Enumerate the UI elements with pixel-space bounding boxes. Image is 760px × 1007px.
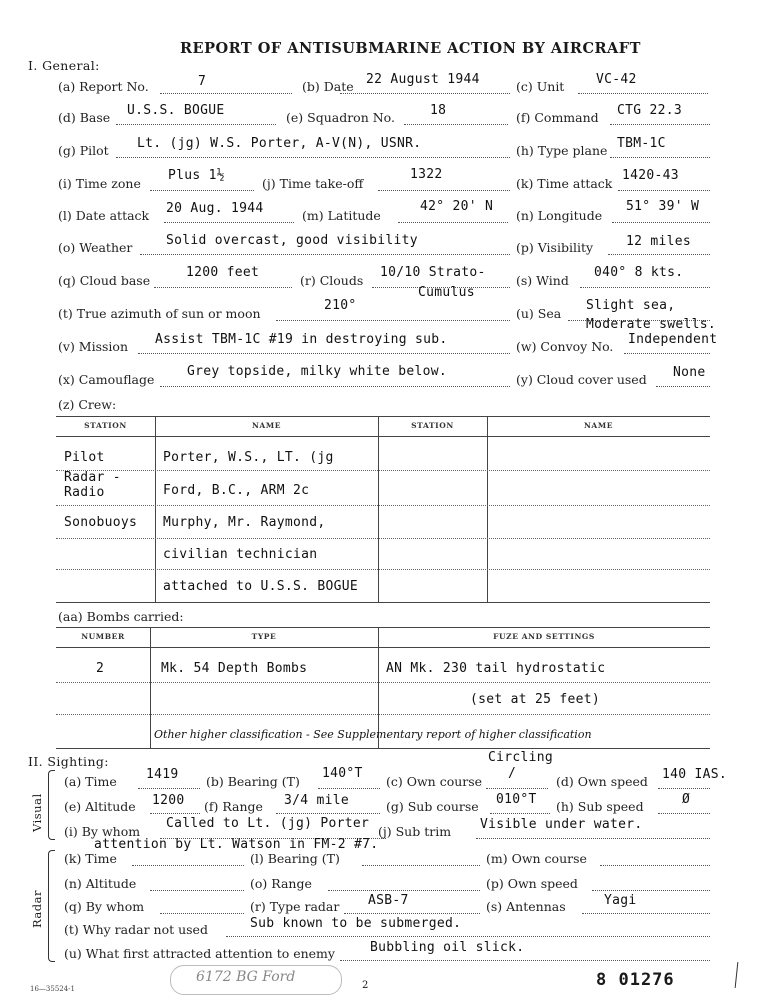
value-time-attack: 1420-43 [622, 168, 679, 183]
label-true-azimuth: (t) True azimuth of sun or moon [58, 306, 261, 321]
section-sighting-heading: II. Sighting: [28, 754, 109, 769]
label-radar-by-whom: (q) By whom [64, 899, 145, 914]
label-time-takeoff: (j) Time take-off [262, 176, 364, 191]
value-camouflage: Grey topside, milky white below. [187, 364, 448, 379]
value-antennas: Yagi [604, 893, 637, 908]
value-time-zone: Plus 1½ [168, 168, 225, 183]
crew-header-station-2: STATION [411, 421, 454, 430]
label-radar-range: (o) Range [250, 876, 312, 891]
bombs-fuze-2: (set at 25 feet) [470, 692, 601, 707]
label-mission: (v) Mission [58, 339, 128, 354]
label-radar-own-speed: (p) Own speed [486, 876, 578, 891]
label-own-speed: (d) Own speed [556, 774, 648, 789]
value-by-whom: Called to Lt. (jg) Porter [166, 816, 370, 831]
value-squadron: 18 [430, 103, 447, 118]
label-command: (f) Command [516, 110, 599, 125]
value-date-attack: 20 Aug. 1944 [166, 201, 264, 216]
crew-header-name: NAME [251, 421, 282, 430]
page-title: REPORT OF ANTISUBMARINE ACTION BY AIRCRAFT [180, 40, 641, 57]
label-first-attracted: (u) What first attracted attention to enemy [64, 946, 335, 961]
label-weather: (o) Weather [58, 240, 133, 255]
value-own-course: / [508, 766, 517, 781]
value-type-radar: ASB-7 [368, 893, 409, 908]
value-base: U.S.S. BOGUE [127, 103, 225, 118]
value-altitude: 1200 [152, 793, 185, 808]
value-why-radar: Sub known to be submerged. [250, 916, 462, 931]
value-unit: VC-42 [596, 72, 637, 87]
crew-name-3: Murphy, Mr. Raymond, [163, 515, 326, 530]
value-clouds-cont: Cumulus [418, 285, 475, 300]
value-pilot: Lt. (jg) W.S. Porter, A-V(N), USNR. [137, 136, 422, 151]
value-weather: Solid overcast, good visibility [166, 233, 418, 248]
label-longitude: (n) Longitude [516, 208, 603, 223]
crew-station-3: Sonobuoys [64, 515, 138, 530]
value-cloud-cover: None [673, 365, 706, 380]
label-altitude: (e) Altitude [64, 799, 136, 814]
bombs-fuze-1: AN Mk. 230 tail hydrostatic [386, 661, 606, 676]
crew-station-2: Radar - [64, 470, 121, 485]
label-sub-course: (g) Sub course [386, 799, 479, 814]
visual-brace [48, 770, 55, 840]
crew-header-name-2: NAME [583, 421, 614, 430]
crew-header-station: STATION [84, 421, 127, 430]
value-sea-cont: Moderate swells. [586, 317, 717, 332]
value-time-takeoff: 1322 [410, 167, 443, 182]
crew-name-4: civilian technician [163, 547, 318, 562]
label-convoy-no: (w) Convoy No. [516, 339, 614, 354]
bombs-header-fuze: FUZE AND SETTINGS [493, 632, 595, 641]
label-visibility: (p) Visibility [516, 240, 594, 255]
label-time-attack: (k) Time attack [516, 176, 613, 191]
value-latitude: 42° 20' N [420, 199, 494, 214]
label-sea: (u) Sea [516, 306, 562, 321]
label-sub-trim: (j) Sub trim [378, 824, 452, 839]
label-radar-altitude: (n) Altitude [64, 876, 137, 891]
value-sub-course: 010°T [496, 792, 537, 807]
label-pilot: (g) Pilot [58, 143, 109, 158]
bombs-header-type: TYPE [251, 632, 277, 641]
pen-mark [735, 962, 739, 988]
label-report-no: (a) Report No. [58, 79, 149, 94]
crew-station-1: Pilot [64, 450, 105, 465]
value-mission: Assist TBM-1C #19 in destroying sub. [155, 332, 448, 347]
label-clouds: (r) Clouds [300, 273, 364, 288]
value-report-no: 7 [198, 74, 207, 89]
label-cloud-cover: (y) Cloud cover used [516, 372, 647, 387]
label-time-zone: (i) Time zone [58, 176, 141, 191]
value-sea: Slight sea, [586, 298, 676, 313]
label-range: (f) Range [204, 799, 263, 814]
label-by-whom: (i) By whom [64, 824, 141, 839]
form-number: 16—35524-1 [30, 985, 75, 993]
value-command: CTG 22.3 [617, 103, 683, 118]
label-sub-speed: (h) Sub speed [556, 799, 644, 814]
value-wind: 040° 8 kts. [594, 265, 684, 280]
label-wind: (s) Wind [516, 273, 569, 288]
value-type-plane: TBM-1C [617, 136, 666, 151]
value-longitude: 51° 39' W [626, 199, 700, 214]
value-first-attracted: Bubbling oil slick. [370, 940, 525, 955]
label-radar-own-course: (m) Own course [486, 851, 587, 866]
crew-name-5: attached to U.S.S. BOGUE [163, 579, 359, 594]
value-sighting-time: 1419 [146, 767, 179, 782]
value-own-speed: 140 IAS. [662, 767, 728, 782]
label-camouflage: (x) Camouflage [58, 372, 155, 387]
handwritten-footer-note: 6172 BG Ford [196, 969, 296, 985]
crew-station-2b: Radio [64, 485, 105, 500]
value-range: 3/4 mile [284, 793, 350, 808]
value-convoy-no: Independent [628, 332, 718, 347]
value-date: 22 August 1944 [366, 72, 480, 87]
value-by-whom-cont: attention by Lt. Watson in FM-2 #7. [94, 837, 379, 852]
label-cloud-base: (q) Cloud base [58, 273, 151, 288]
label-radar-time: (k) Time [64, 851, 117, 866]
value-true-azimuth: 210° [324, 298, 357, 313]
value-sighting-bearing: 140°T [322, 766, 363, 781]
value-sub-speed: Ø [682, 792, 691, 807]
label-why-radar: (t) Why radar not used [64, 922, 208, 937]
visual-side-label: Visual [30, 793, 44, 832]
label-sighting-bearing: (b) Bearing (T) [206, 774, 300, 789]
label-type-plane: (h) Type plane [516, 143, 608, 158]
bombs-header-number: NUMBER [81, 632, 125, 641]
label-latitude: (m) Latitude [302, 208, 381, 223]
label-crew: (z) Crew: [58, 397, 117, 412]
label-type-radar: (r) Type radar [250, 899, 340, 914]
radar-brace [48, 850, 55, 962]
label-bombs: (aa) Bombs carried: [58, 609, 184, 624]
value-clouds: 10/10 Strato- [380, 265, 486, 280]
page-number: 2 [362, 980, 369, 991]
label-unit: (c) Unit [516, 79, 565, 94]
value-visibility: 12 miles [626, 234, 692, 249]
label-squadron: (e) Squadron No. [286, 110, 395, 125]
section-general-heading: I. General: [28, 58, 100, 73]
bombs-number: 2 [96, 661, 105, 676]
label-radar-bearing: (l) Bearing (T) [250, 851, 340, 866]
value-sub-trim: Visible under water. [480, 817, 643, 832]
value-circling: Circling [488, 750, 554, 765]
label-own-course: (c) Own course [386, 774, 483, 789]
label-date: (b) Date [302, 79, 354, 94]
radar-side-label: Radar [30, 890, 44, 928]
document-stamp: 8 01276 [596, 970, 675, 990]
label-sighting-time: (a) Time [64, 774, 117, 789]
handwritten-classification-note: Other higher classification - See Supplementary report of higher classification [154, 728, 592, 741]
label-base: (d) Base [58, 110, 111, 125]
crew-name-2: Ford, B.C., ARM 2c [163, 483, 310, 498]
label-date-attack: (l) Date attack [58, 208, 150, 223]
label-antennas: (s) Antennas [486, 899, 566, 914]
crew-name-1: Porter, W.S., LT. (jg [163, 450, 334, 465]
bombs-type: Mk. 54 Depth Bombs [161, 661, 308, 676]
value-cloud-base: 1200 feet [186, 265, 260, 280]
